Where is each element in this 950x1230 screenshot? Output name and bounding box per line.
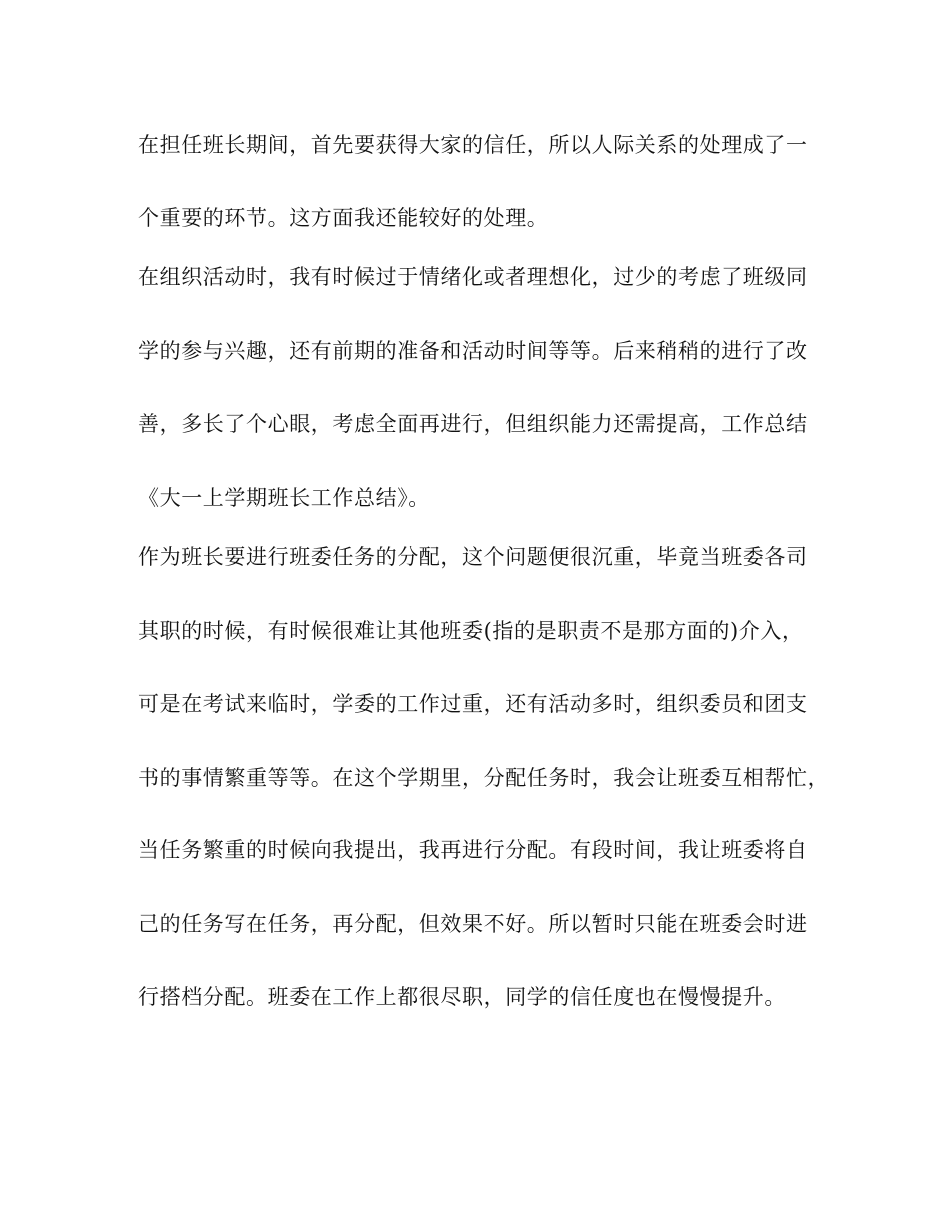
text-line: 善，多长了个心眼，考虑全面再进行，但组织能力还需提高，工作总结: [138, 412, 808, 436]
text-line: 行搭档分配。班委在工作上都很尽职，同学的信任度也在慢慢提升。: [138, 985, 786, 1009]
text-line: 《大一上学期班长工作总结》。: [138, 486, 430, 510]
text-line: 在担任班长期间，首先要获得大家的信任，所以人际关系的处理成了一: [138, 133, 808, 157]
text-line: 己的任务写在任务，再分配，但效果不好。所以暂时只能在班委会时进: [138, 912, 808, 936]
text-line: 其职的时候，有时候很难让其他班委(指的是职责不是那方面的)介入，: [138, 619, 804, 643]
text-line: 个重要的环节。这方面我还能较好的处理。: [138, 206, 549, 230]
text-line: 在组织活动时，我有时候过于情绪化或者理想化，过少的考虑了班级同: [138, 265, 808, 289]
text-line: 可是在考试来临时，学委的工作过重，还有活动多时，组织委员和团支: [138, 692, 808, 716]
text-line: 学的参与兴趣，还有前期的准备和活动时间等等。后来稍稍的进行了改: [138, 339, 808, 363]
text-line: 作为班长要进行班委任务的分配，这个问题便很沉重，毕竟当班委各司: [138, 545, 808, 569]
text-line: 书的事情繁重等等。在这个学期里，分配任务时，我会让班委互相帮忙，: [138, 766, 830, 790]
text-line: 当任务繁重的时候向我提出，我再进行分配。有段时间，我让班委将自: [138, 838, 808, 862]
